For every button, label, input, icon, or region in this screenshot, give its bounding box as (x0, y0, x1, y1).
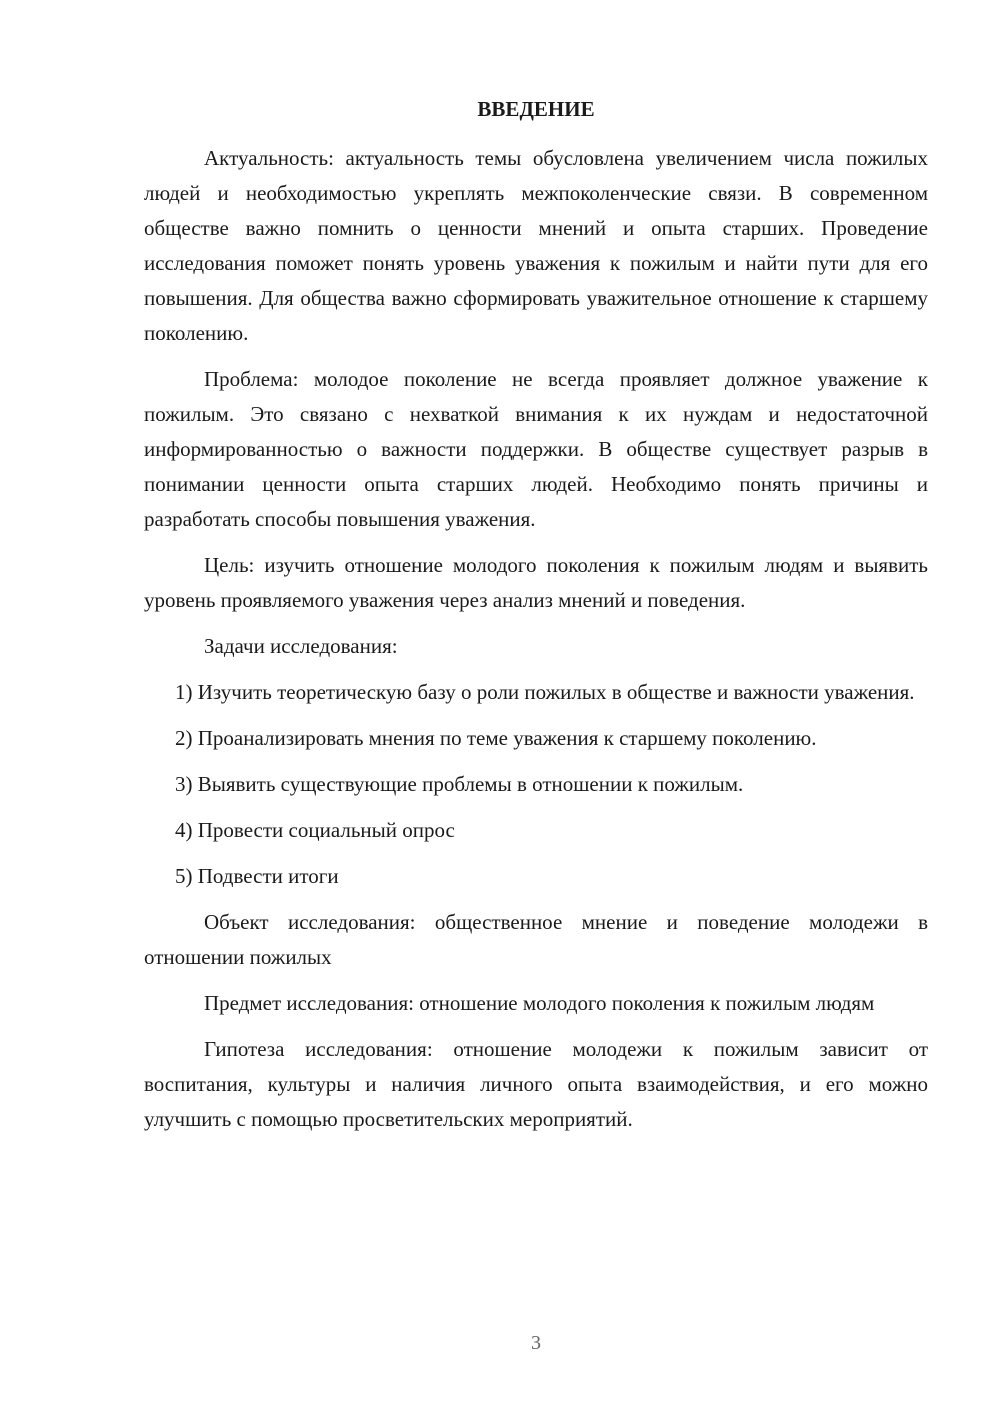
task-item-2: 2) Проанализировать мнения по теме уважения к старшему поколению. (175, 726, 817, 750)
problem-paragraph: Проблема: молодое поколение не всегда проявляет должное уважение к пожилым. Это связано с нехваткой внимания к их нуждам и недостаточной информированностью о важности поддержки. В обществе существует разрыв в понимании ценности опыта старших людей. Необходимо понять причины и разработать способы повышения уважения. (144, 367, 928, 531)
document-page (144, 92, 928, 1148)
task-item-5: 5) Подвести итоги (175, 864, 339, 888)
hypothesis-paragraph: Гипотеза исследования: отношение молодежи к пожилым зависит от воспитания, культуры и наличия личного опыта взаимодействия, и его можно улучшить с помощью просветительских мероприятий. (144, 1037, 928, 1131)
task-item-1: 1) Изучить теоретическую базу о роли пожилых в обществе и важности уважения. (175, 680, 915, 704)
task-item-4: 4) Провести социальный опрос (175, 818, 455, 842)
tasks-heading: Задачи исследования: (204, 634, 398, 658)
object-paragraph: Объект исследования: общественное мнение и поведение молодежи в отношении пожилых (144, 910, 928, 969)
goal-paragraph: Цель: изучить отношение молодого поколения к пожилым людям и выявить уровень проявляемого уважения через анализ мнений и поведения. (144, 553, 928, 612)
task-item-3: 3) Выявить существующие проблемы в отношении к пожилым. (175, 772, 744, 796)
subject-paragraph: Предмет исследования: отношение молодого поколения к пожилым людям (204, 991, 875, 1015)
page-number: 3 (531, 1332, 541, 1354)
page-title: ВВЕДЕНИЕ (477, 97, 595, 121)
relevance-paragraph: Актуальность: актуальность темы обусловлена увеличением числа пожилых людей и необходимостью укреплять межпоколенческие связи. В современном обществе важно помнить о ценности мнений и опыта старших. Проведение исследования поможет понять уровень уважения к пожилым и найти пути для его повышения. Для общества важно сформировать уважительное отношение к старшему поколению. (144, 146, 928, 345)
